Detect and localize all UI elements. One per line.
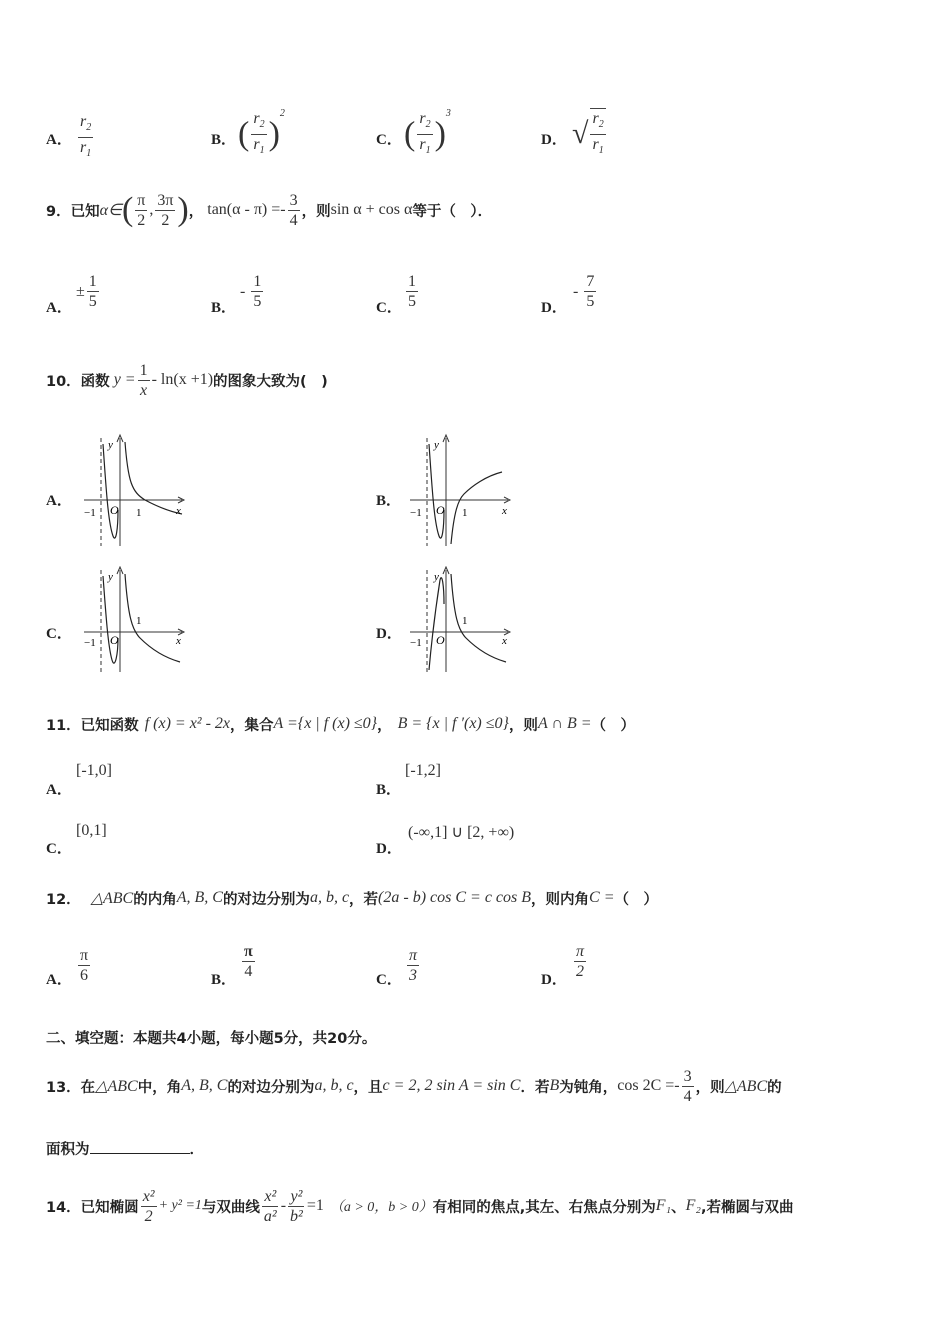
q10-graph-c-origin: O xyxy=(110,633,119,647)
q13-answer-blank[interactable] xyxy=(90,1139,190,1154)
q12-condition: (2a - b) cos C = c cos B xyxy=(378,889,532,906)
q10-option-b-label: B． xyxy=(376,493,402,509)
q12-number: 12． xyxy=(46,891,81,908)
q11-option-b-value: [-1,2] xyxy=(405,762,441,779)
q9-target: sin α + cos α xyxy=(330,201,413,218)
q10-graph-c-tick-1: 1 xyxy=(136,615,142,627)
q13-number: 13．在 xyxy=(46,1079,96,1096)
q10-graph-b-tick-1: 1 xyxy=(462,507,468,519)
q10-stem: 10．函数 y = $\frac{1}{x}$ - ln(x +1) 的图象大致为( ) xyxy=(46,361,328,399)
q10-graph-d xyxy=(406,566,516,676)
q12-option-b-label: B． xyxy=(211,972,237,988)
q11-function: f (x) = x² - 2x xyxy=(144,715,231,732)
q10-graph-a-tick-1: 1 xyxy=(136,507,142,519)
q11-set-a: A ={x | f (x) ≤0} xyxy=(273,715,378,732)
q13-line2: 面积为 ． xyxy=(46,1138,204,1159)
q12-option-c-value: $\frac{\pi}{3}$ xyxy=(409,947,418,984)
q10-graph-c-y-label: y xyxy=(108,571,113,583)
q10-option-a-label: A． xyxy=(46,493,72,509)
q10-graph-d-y-label: y xyxy=(434,571,439,583)
q8-option-d-value: √ $\frac{r_2}{r_1}$ xyxy=(572,108,608,160)
q11-option-a-value: [-1,0] xyxy=(76,762,112,779)
q10-graph-c-x-label: x xyxy=(176,635,181,647)
q11-option-b-label: B． xyxy=(376,782,402,798)
q10-graph-b-tick-neg1: −1 xyxy=(410,507,422,519)
q11-option-a-label: A． xyxy=(46,782,72,798)
q10-graph-b xyxy=(406,432,516,550)
q8-option-b-label: B． xyxy=(211,132,237,148)
q10-graph-a-x-label: x xyxy=(176,505,181,517)
q12-stem: 12． △ABC 的内角 A, B, C 的对边分别为 a, b, c ，若 (2a - b) cos C = c cos B ，则内角 C = （ ） xyxy=(46,889,658,908)
q9-option-b-label: B． xyxy=(211,300,237,316)
q9-option-c-label: C． xyxy=(376,300,402,316)
q9-option-a-label: A． xyxy=(46,300,72,316)
q10-graph-d-x-label: x xyxy=(502,635,507,647)
q12-option-a-value: $\frac{\pi}{6}$ xyxy=(80,947,89,984)
q10-number: 10．函数 xyxy=(46,373,110,390)
q9-option-d-label: D． xyxy=(541,300,567,316)
q10-graph-c-tick-neg1: −1 xyxy=(84,637,96,649)
q10-graph-d-tick-1: 1 xyxy=(462,615,468,627)
q8-option-a-value: $\frac{r_2}{r_1}$ xyxy=(80,113,92,160)
q8-option-c-value: ( $\frac{r_2}{r_1}$ )$^3$ xyxy=(404,108,451,157)
q9-option-b-value: - $\frac{1}{5}$ xyxy=(240,273,262,310)
q12-option-c-label: C． xyxy=(376,972,402,988)
q10-graph-a xyxy=(80,432,190,550)
q10-graph-a-y-label: y xyxy=(108,439,113,451)
q11-number: 11．已知函数 xyxy=(46,717,139,734)
q8-option-d-label: D． xyxy=(541,132,567,148)
q11-set-b: B = {x | f ′(x) ≤0} xyxy=(397,715,509,732)
q9-option-c-value: $\frac{1}{5}$ xyxy=(408,273,416,310)
q8-option-c-label: C． xyxy=(376,132,402,148)
q11-stem: 11．已知函数 f (x) = x² - 2x ，集合 A ={x | f (x) ≤0} ， B = {x | f ′(x) ≤0} ，则 A ∩ B = （ ） xyxy=(46,715,636,734)
q14-number: 14．已知椭圆 xyxy=(46,1199,139,1216)
q11-option-d-label: D． xyxy=(376,841,402,857)
q11-target: A ∩ B = xyxy=(537,715,592,732)
q10-graph-a-tick-neg1: −1 xyxy=(84,507,96,519)
q12-option-a-label: A． xyxy=(46,972,72,988)
q12-option-d-value: $\frac{\pi}{2}$ xyxy=(576,943,585,980)
q9-option-a-value: ± $\frac{1}{5}$ xyxy=(76,273,97,310)
q10-graph-b-x-label: x xyxy=(502,505,507,517)
q10-option-d-label: D． xyxy=(376,626,402,642)
q13-stem: 13．在 △ABC 中，角 A, B, C 的对边分别为 a, b, c ，且 c = 2, 2 sin A = sin C ．若 B 为钝角， cos 2C =- $\frac{3}{4}$ ，则 △ABC 的 xyxy=(46,1067,782,1105)
q11-option-d-value: (-∞,1] ∪ [2, +∞) xyxy=(408,824,515,841)
q10-graph-b-origin: O xyxy=(436,503,445,517)
q8-option-b-value: ( $\frac{r_2}{r_1}$ )$^2$ xyxy=(238,108,285,157)
q8-option-a-label: A． xyxy=(46,132,72,148)
q10-option-c-label: C． xyxy=(46,626,72,642)
q10-graph-c xyxy=(80,566,190,676)
q10-graph-d-origin: O xyxy=(436,633,445,647)
q10-graph-d-tick-neg1: −1 xyxy=(410,637,422,649)
q9-number: 9．已知 xyxy=(46,203,100,220)
q10-function-rest: - ln(x +1) xyxy=(151,371,214,388)
q12-option-b-value: $\frac{\pi}{4}$ xyxy=(244,943,253,980)
q12-option-d-label: D． xyxy=(541,972,567,988)
q11-option-c-label: C． xyxy=(46,841,72,857)
section-heading-fill-in: 二、填空题：本题共4小题，每小题5分，共20分。 xyxy=(46,1031,377,1047)
q9-stem: 9．已知 α∈ ( $\frac{\pi}{2}$ , $\frac{3\pi}{2}$ ) ， tan(α - π) =- $\frac{3}{4}$ ，则 sin α + cos α 等于（ ）． xyxy=(46,191,493,229)
q14-stem: 14．已知椭圆 $\frac{\text{x²}}{2}$ + y² =1 与双曲线 $\frac{\text{x²}}{\text{a²}}$ - $\frac{\text{y²}}{\text{b²}}$ =1 （a > 0，b > 0） 有相同的焦点,其左、右焦点分别为 F₁ 、 F₂ ,若椭圆与双曲 xyxy=(46,1187,794,1225)
q9-option-d-value: - $\frac{7}{5}$ xyxy=(573,273,595,310)
q9-tan-expr: tan(α - π) =- xyxy=(207,201,286,218)
q10-graph-a-origin: O xyxy=(110,503,119,517)
q10-graph-b-y-label: y xyxy=(434,439,439,451)
q9-alpha-in: α∈ xyxy=(99,202,122,219)
q11-option-c-value: [0,1] xyxy=(76,822,107,839)
q13-condition: c = 2, 2 sin A = sin C xyxy=(382,1077,521,1094)
